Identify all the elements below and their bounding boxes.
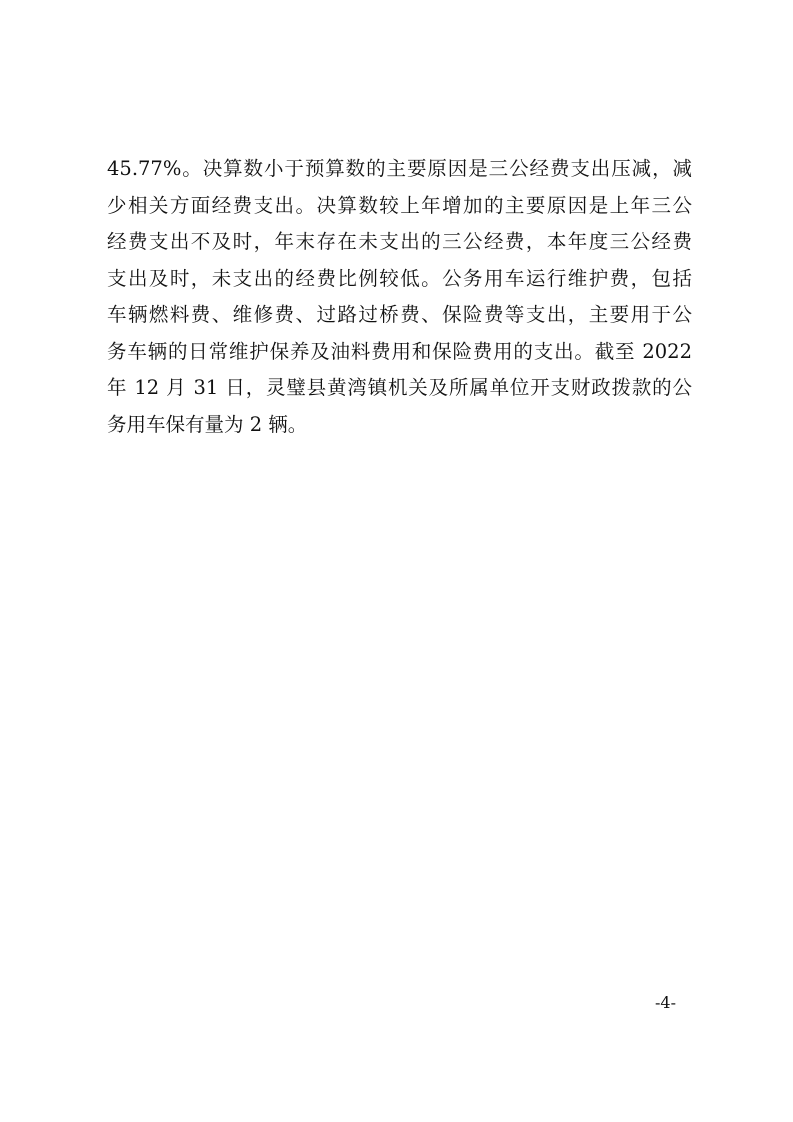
paragraph-line: 车辆燃料费、维修费、过路过桥费、保险费等支出，主要用于公 (107, 303, 692, 326)
paragraph-line: 少相关方面经费支出。决算数较上年增加的主要原因是上年三公 (107, 193, 692, 217)
paragraph-line: 务车辆的日常维护保养及油料费用和保险费用的支出。截至 2022 (107, 339, 692, 363)
body-paragraph (107, 151, 692, 443)
paragraph-line: 务用车保有量为 2 辆。 (107, 412, 308, 436)
paragraph-line: 年 12 月 31 日，灵璧县黄湾镇机关及所属单位开支财政拨款的公 (107, 376, 692, 399)
page-number: -4- (655, 993, 676, 1012)
paragraph-line: 经费支出不及时，年末存在未支出的三公经费，本年度三公经费 (107, 230, 692, 253)
paragraph-line: 支出及时，未支出的经费比例较低。公务用车运行维护费，包括 (107, 266, 692, 290)
paragraph-line: 45.77%。决算数小于预算数的主要原因是三公经费支出压减，减 (107, 157, 692, 180)
